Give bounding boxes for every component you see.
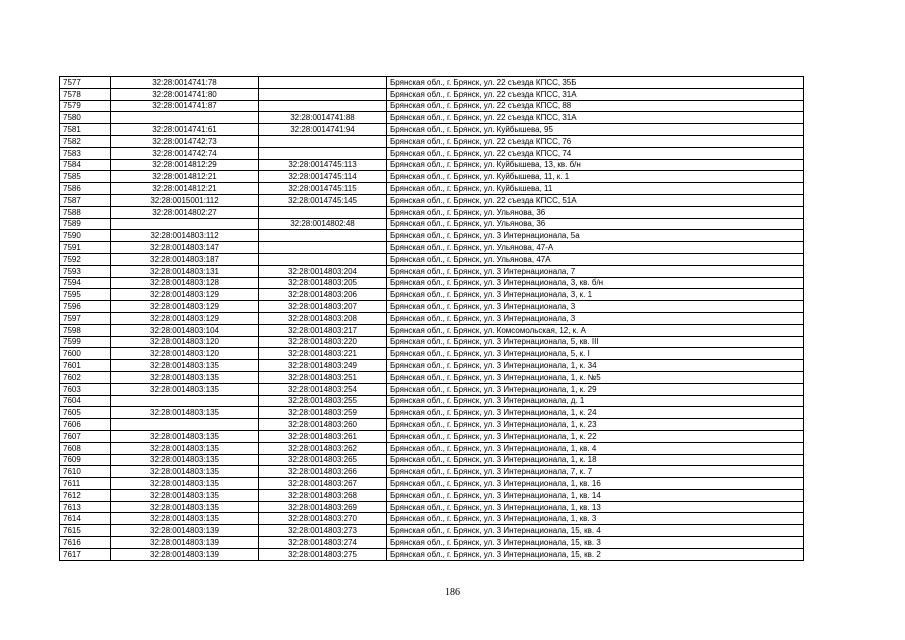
row-number-cell: 7592 <box>60 253 111 265</box>
object-cadastral-number-cell: 32:28:0014803:265 <box>259 454 387 466</box>
object-cadastral-number-cell: 32:28:0014803:208 <box>259 312 387 324</box>
table-row <box>60 289 804 301</box>
object-cadastral-number-cell: 32:28:0014803:251 <box>259 371 387 383</box>
address-cell: Брянская обл., г. Брянск, ул. 22 съезда КПСС, 51А <box>387 194 804 206</box>
object-cadastral-number-cell <box>259 147 387 159</box>
object-cadastral-number-cell <box>259 230 387 242</box>
address-cell: Брянская обл., г. Брянск, ул. Куйбышева, 11 <box>387 183 804 195</box>
table-body <box>60 77 804 561</box>
row-number-cell: 7612 <box>60 489 111 501</box>
cadastral-number-cell: 32:28:0014803:135 <box>111 430 259 442</box>
address-cell: Брянская обл., г. Брянск, ул. 3 Интернационала, 5, к. I <box>387 348 804 360</box>
row-number-cell: 7614 <box>60 513 111 525</box>
row-number-cell: 7602 <box>60 371 111 383</box>
table-row <box>60 336 804 348</box>
address-cell: Брянская обл., г. Брянск, ул. 3 Интернационала, 3 <box>387 301 804 313</box>
row-number-cell: 7613 <box>60 501 111 513</box>
table-row <box>60 419 804 431</box>
row-number-cell: 7599 <box>60 336 111 348</box>
address-cell: Брянская обл., г. Брянск, ул. Ульянова, 47-А <box>387 242 804 254</box>
table-row <box>60 501 804 513</box>
row-number-cell: 7603 <box>60 383 111 395</box>
row-number-cell: 7593 <box>60 265 111 277</box>
row-number-cell: 7580 <box>60 112 111 124</box>
table-row <box>60 88 804 100</box>
cadastral-number-cell: 32:28:0014803:120 <box>111 336 259 348</box>
object-cadastral-number-cell: 32:28:0014745:114 <box>259 171 387 183</box>
row-number-cell: 7608 <box>60 442 111 454</box>
address-cell: Брянская обл., г. Брянск, ул. 3 Интернационала, 15, кв. 2 <box>387 548 804 560</box>
row-number-cell: 7616 <box>60 537 111 549</box>
row-number-cell: 7590 <box>60 230 111 242</box>
row-number-cell: 7604 <box>60 395 111 407</box>
table-row <box>60 159 804 171</box>
cadastral-number-cell: 32:28:0014803:139 <box>111 548 259 560</box>
object-cadastral-number-cell: 32:28:0014803:261 <box>259 430 387 442</box>
table-row <box>60 112 804 124</box>
object-cadastral-number-cell: 32:28:0014803:273 <box>259 525 387 537</box>
cadastral-number-cell: 32:28:0014803:112 <box>111 230 259 242</box>
cadastral-number-cell: 32:28:0014803:187 <box>111 253 259 265</box>
cadastral-number-cell: 32:28:0014741:80 <box>111 88 259 100</box>
cadastral-number-cell: 32:28:0014812:21 <box>111 171 259 183</box>
object-cadastral-number-cell: 32:28:0014803:249 <box>259 360 387 372</box>
object-cadastral-number-cell: 32:28:0014803:268 <box>259 489 387 501</box>
table-row <box>60 124 804 136</box>
table-row <box>60 407 804 419</box>
cadastral-number-cell: 32:28:0014803:139 <box>111 537 259 549</box>
object-cadastral-number-cell <box>259 135 387 147</box>
cadastral-number-cell <box>111 395 259 407</box>
address-cell: Брянская обл., г. Брянск, ул. Куйбышева, 95 <box>387 124 804 136</box>
address-cell: Брянская обл., г. Брянск, ул. Комсомольская, 12, к. А <box>387 324 804 336</box>
table-row <box>60 230 804 242</box>
address-cell: Брянская обл., г. Брянск, ул. 22 съезда КПСС, 31А <box>387 88 804 100</box>
address-cell: Брянская обл., г. Брянск, ул. Ульянова, 36 <box>387 218 804 230</box>
table-row <box>60 324 804 336</box>
cadastral-number-cell: 32:28:0014741:61 <box>111 124 259 136</box>
table-row <box>60 277 804 289</box>
cadastral-number-cell: 32:28:0014803:135 <box>111 513 259 525</box>
address-cell: Брянская обл., г. Брянск, ул. 22 съезда КПСС, 31А <box>387 112 804 124</box>
address-cell: Брянская обл., г. Брянск, ул. 3 Интернационала, 1, к. №5 <box>387 371 804 383</box>
table-row <box>60 513 804 525</box>
cadastral-number-cell: 32:28:0014803:131 <box>111 265 259 277</box>
row-number-cell: 7582 <box>60 135 111 147</box>
address-cell: Брянская обл., г. Брянск, ул. 3 Интернационала, 1, к. 22 <box>387 430 804 442</box>
cadastral-number-cell: 32:28:0014803:135 <box>111 454 259 466</box>
cadastral-number-cell: 32:28:0015001:112 <box>111 194 259 206</box>
table-row <box>60 147 804 159</box>
cadastral-number-cell: 32:28:0014812:29 <box>111 159 259 171</box>
object-cadastral-number-cell <box>259 100 387 112</box>
row-number-cell: 7591 <box>60 242 111 254</box>
object-cadastral-number-cell: 32:28:0014803:255 <box>259 395 387 407</box>
cadastral-number-cell: 32:28:0014803:128 <box>111 277 259 289</box>
table-row <box>60 489 804 501</box>
cadastral-number-cell: 32:28:0014803:135 <box>111 383 259 395</box>
document-table-container <box>59 76 804 561</box>
table-row <box>60 395 804 407</box>
table-row <box>60 171 804 183</box>
address-cell: Брянская обл., г. Брянск, ул. 3 Интернационала, 7, к. 7 <box>387 466 804 478</box>
cadastral-number-cell: 32:28:0014812:21 <box>111 183 259 195</box>
address-cell: Брянская обл., г. Брянск, ул. 3 Интернационала, 15, кв. 4 <box>387 525 804 537</box>
table-row <box>60 430 804 442</box>
row-number-cell: 7606 <box>60 419 111 431</box>
cadastral-number-cell: 32:28:0014803:135 <box>111 501 259 513</box>
cadastral-number-cell: 32:28:0014803:135 <box>111 478 259 490</box>
address-cell: Брянская обл., г. Брянск, ул. 3 Интернационала, 1, к. 34 <box>387 360 804 372</box>
cadastral-number-cell: 32:28:0014803:135 <box>111 442 259 454</box>
address-cell: Брянская обл., г. Брянск, ул. 3 Интернационала, 3 <box>387 312 804 324</box>
table-row <box>60 348 804 360</box>
cadastral-number-cell <box>111 112 259 124</box>
row-number-cell: 7597 <box>60 312 111 324</box>
object-cadastral-number-cell: 32:28:0014803:270 <box>259 513 387 525</box>
object-cadastral-number-cell: 32:28:0014803:206 <box>259 289 387 301</box>
address-cell: Брянская обл., г. Брянск, ул. 22 съезда КПСС, 35Б <box>387 77 804 89</box>
row-number-cell: 7586 <box>60 183 111 195</box>
object-cadastral-number-cell: 32:28:0014803:262 <box>259 442 387 454</box>
table-row <box>60 301 804 313</box>
object-cadastral-number-cell: 32:28:0014803:260 <box>259 419 387 431</box>
cadastral-number-cell: 32:28:0014803:129 <box>111 301 259 313</box>
object-cadastral-number-cell: 32:28:0014803:205 <box>259 277 387 289</box>
object-cadastral-number-cell: 32:28:0014741:88 <box>259 112 387 124</box>
row-number-cell: 7583 <box>60 147 111 159</box>
cadastral-number-cell: 32:28:0014803:129 <box>111 312 259 324</box>
row-number-cell: 7588 <box>60 206 111 218</box>
address-cell: Брянская обл., г. Брянск, ул. 3 Интернационала, 5а <box>387 230 804 242</box>
row-number-cell: 7609 <box>60 454 111 466</box>
row-number-cell: 7601 <box>60 360 111 372</box>
row-number-cell: 7577 <box>60 77 111 89</box>
object-cadastral-number-cell <box>259 242 387 254</box>
cadastral-number-cell: 32:28:0014803:135 <box>111 371 259 383</box>
cadastral-number-cell: 32:28:0014803:135 <box>111 407 259 419</box>
object-cadastral-number-cell <box>259 88 387 100</box>
address-cell: Брянская обл., г. Брянск, ул. 3 Интернационала, 1, кв. 14 <box>387 489 804 501</box>
object-cadastral-number-cell <box>259 206 387 218</box>
address-cell: Брянская обл., г. Брянск, ул. 3 Интернационала, 1, к. 23 <box>387 419 804 431</box>
cadastral-number-cell: 32:28:0014803:135 <box>111 489 259 501</box>
table-row <box>60 194 804 206</box>
object-cadastral-number-cell: 32:28:0014803:274 <box>259 537 387 549</box>
table-row <box>60 548 804 560</box>
table-row <box>60 312 804 324</box>
cadastral-number-cell: 32:28:0014803:129 <box>111 289 259 301</box>
row-number-cell: 7578 <box>60 88 111 100</box>
address-cell: Брянская обл., г. Брянск, ул. Ульянова, 36 <box>387 206 804 218</box>
table-row <box>60 242 804 254</box>
row-number-cell: 7589 <box>60 218 111 230</box>
row-number-cell: 7585 <box>60 171 111 183</box>
address-cell: Брянская обл., г. Брянск, ул. 22 съезда КПСС, 74 <box>387 147 804 159</box>
address-cell: Брянская обл., г. Брянск, ул. 22 съезда КПСС, 88 <box>387 100 804 112</box>
table-row <box>60 77 804 89</box>
table-row <box>60 135 804 147</box>
object-cadastral-number-cell: 32:28:0014803:221 <box>259 348 387 360</box>
cadastral-number-cell: 32:28:0014803:135 <box>111 360 259 372</box>
object-cadastral-number-cell: 32:28:0014802:48 <box>259 218 387 230</box>
cadastral-number-cell: 32:28:0014803:104 <box>111 324 259 336</box>
table-row <box>60 360 804 372</box>
cadastral-number-cell <box>111 419 259 431</box>
row-number-cell: 7611 <box>60 478 111 490</box>
address-cell: Брянская обл., г. Брянск, ул. 3 Интернационала, 1, кв. 4 <box>387 442 804 454</box>
address-cell: Брянская обл., г. Брянск, ул. Куйбышева, 13, кв. б/н <box>387 159 804 171</box>
table-row <box>60 100 804 112</box>
object-cadastral-number-cell: 32:28:0014745:115 <box>259 183 387 195</box>
page-number: 186 <box>445 587 460 598</box>
table-row <box>60 371 804 383</box>
row-number-cell: 7615 <box>60 525 111 537</box>
object-cadastral-number-cell <box>259 77 387 89</box>
cadastral-number-cell <box>111 218 259 230</box>
cadastral-number-cell: 32:28:0014803:147 <box>111 242 259 254</box>
row-number-cell: 7584 <box>60 159 111 171</box>
cadastral-number-cell: 32:28:0014802:27 <box>111 206 259 218</box>
row-number-cell: 7605 <box>60 407 111 419</box>
table-row <box>60 206 804 218</box>
row-number-cell: 7598 <box>60 324 111 336</box>
address-cell: Брянская обл., г. Брянск, ул. 3 Интернационала, 1, к. 24 <box>387 407 804 419</box>
table-row <box>60 537 804 549</box>
address-cell: Брянская обл., г. Брянск, ул. 3 Интернационала, 1, кв. 16 <box>387 478 804 490</box>
object-cadastral-number-cell <box>259 253 387 265</box>
cadastral-table <box>59 76 804 561</box>
address-cell: Брянская обл., г. Брянск, ул. 3 Интернационала, 3, кв. б/н <box>387 277 804 289</box>
address-cell: Брянская обл., г. Брянск, ул. 22 съезда КПСС, 76 <box>387 135 804 147</box>
object-cadastral-number-cell: 32:28:0014803:207 <box>259 301 387 313</box>
row-number-cell: 7594 <box>60 277 111 289</box>
address-cell: Брянская обл., г. Брянск, ул. 3 Интернационала, 3, к. 1 <box>387 289 804 301</box>
row-number-cell: 7607 <box>60 430 111 442</box>
cadastral-number-cell: 32:28:0014742:74 <box>111 147 259 159</box>
row-number-cell: 7581 <box>60 124 111 136</box>
row-number-cell: 7595 <box>60 289 111 301</box>
table-row <box>60 478 804 490</box>
table-row <box>60 265 804 277</box>
table-row <box>60 525 804 537</box>
object-cadastral-number-cell: 32:28:0014745:113 <box>259 159 387 171</box>
address-cell: Брянская обл., г. Брянск, ул. 3 Интернационала, 1, к. 18 <box>387 454 804 466</box>
table-row <box>60 383 804 395</box>
table-row <box>60 466 804 478</box>
table-row <box>60 253 804 265</box>
object-cadastral-number-cell: 32:28:0014803:259 <box>259 407 387 419</box>
object-cadastral-number-cell: 32:28:0014745:145 <box>259 194 387 206</box>
object-cadastral-number-cell: 32:28:0014803:220 <box>259 336 387 348</box>
object-cadastral-number-cell: 32:28:0014803:204 <box>259 265 387 277</box>
object-cadastral-number-cell: 32:28:0014803:275 <box>259 548 387 560</box>
row-number-cell: 7596 <box>60 301 111 313</box>
cadastral-number-cell: 32:28:0014803:135 <box>111 466 259 478</box>
address-cell: Брянская обл., г. Брянск, ул. 3 Интернационала, 1, кв. 3 <box>387 513 804 525</box>
object-cadastral-number-cell: 32:28:0014741:94 <box>259 124 387 136</box>
address-cell: Брянская обл., г. Брянск, ул. 3 Интернационала, 5, кв. III <box>387 336 804 348</box>
table-row <box>60 183 804 195</box>
cadastral-number-cell: 32:28:0014742:73 <box>111 135 259 147</box>
address-cell: Брянская обл., г. Брянск, ул. Куйбышева, 11, к. 1 <box>387 171 804 183</box>
row-number-cell: 7617 <box>60 548 111 560</box>
table-row <box>60 442 804 454</box>
row-number-cell: 7600 <box>60 348 111 360</box>
table-row <box>60 454 804 466</box>
address-cell: Брянская обл., г. Брянск, ул. 3 Интернационала, 1, к. 29 <box>387 383 804 395</box>
table-row <box>60 218 804 230</box>
row-number-cell: 7587 <box>60 194 111 206</box>
object-cadastral-number-cell: 32:28:0014803:217 <box>259 324 387 336</box>
row-number-cell: 7610 <box>60 466 111 478</box>
address-cell: Брянская обл., г. Брянск, ул. 3 Интернационала, д. 1 <box>387 395 804 407</box>
address-cell: Брянская обл., г. Брянск, ул. 3 Интернационала, 15, кв. 3 <box>387 537 804 549</box>
cadastral-number-cell: 32:28:0014741:78 <box>111 77 259 89</box>
address-cell: Брянская обл., г. Брянск, ул. Ульянова, 47А <box>387 253 804 265</box>
cadastral-number-cell: 32:28:0014803:120 <box>111 348 259 360</box>
cadastral-number-cell: 32:28:0014803:139 <box>111 525 259 537</box>
address-cell: Брянская обл., г. Брянск, ул. 3 Интернационала, 1, кв. 13 <box>387 501 804 513</box>
object-cadastral-number-cell: 32:28:0014803:267 <box>259 478 387 490</box>
cadastral-number-cell: 32:28:0014741:87 <box>111 100 259 112</box>
address-cell: Брянская обл., г. Брянск, ул. 3 Интернационала, 7 <box>387 265 804 277</box>
row-number-cell: 7579 <box>60 100 111 112</box>
object-cadastral-number-cell: 32:28:0014803:269 <box>259 501 387 513</box>
object-cadastral-number-cell: 32:28:0014803:266 <box>259 466 387 478</box>
object-cadastral-number-cell: 32:28:0014803:254 <box>259 383 387 395</box>
